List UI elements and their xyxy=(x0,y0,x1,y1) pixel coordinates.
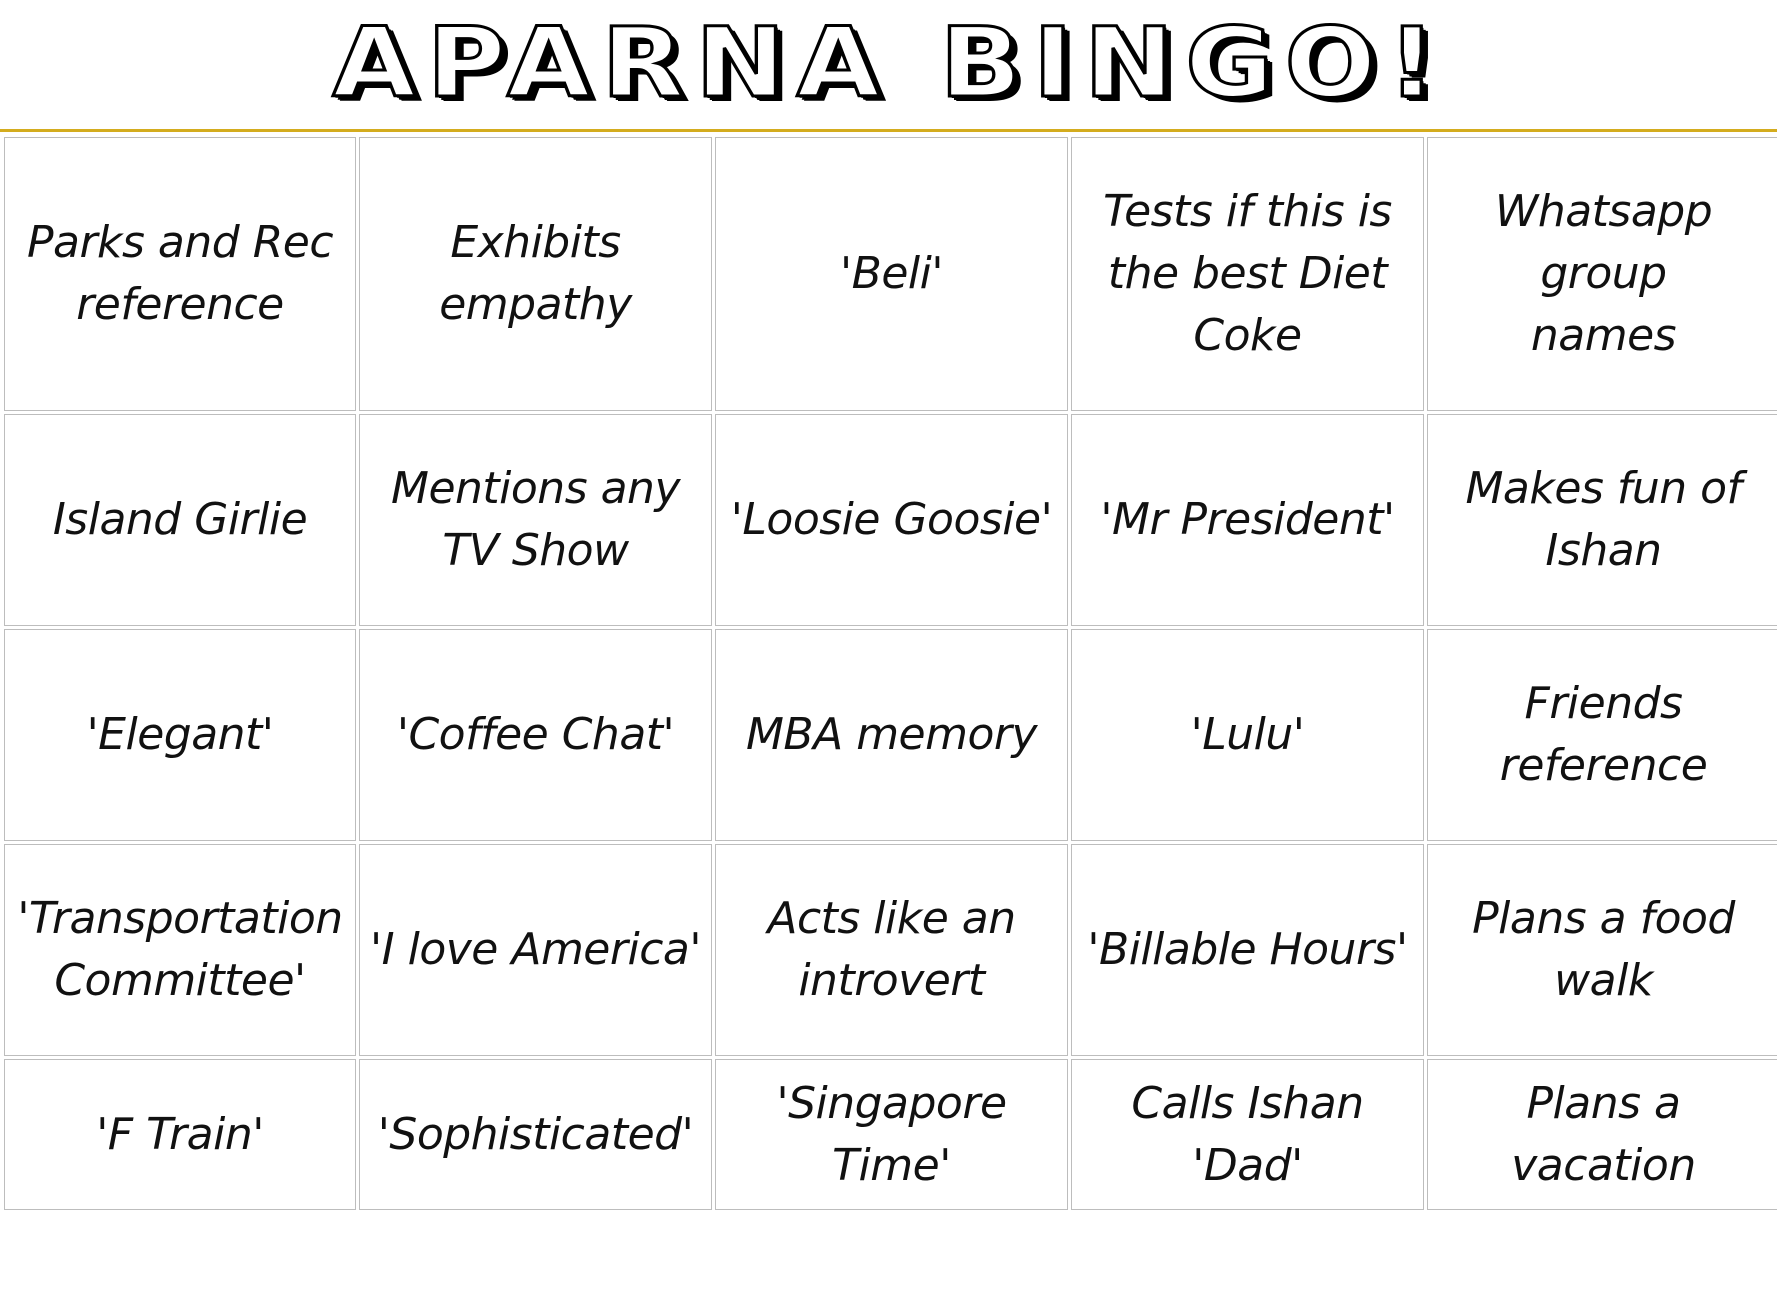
bingo-cell[interactable] xyxy=(1071,1059,1424,1210)
bingo-cell[interactable] xyxy=(359,1059,712,1210)
bingo-cell[interactable] xyxy=(1427,629,1777,841)
bingo-cell[interactable] xyxy=(4,137,356,411)
bingo-cell-label: Whatsapp group names xyxy=(1494,186,1713,361)
bingo-cell[interactable] xyxy=(1427,414,1777,626)
bingo-cell[interactable] xyxy=(359,137,712,411)
bingo-cell[interactable] xyxy=(715,414,1068,626)
bingo-cell-label: 'Loosie Goosie' xyxy=(730,494,1053,545)
bingo-cell[interactable] xyxy=(715,1059,1068,1210)
bingo-cell[interactable] xyxy=(1071,844,1424,1056)
bingo-cell-label: Plans a vacation xyxy=(1511,1077,1696,1191)
bingo-cell[interactable] xyxy=(4,844,356,1056)
bingo-cell[interactable] xyxy=(4,629,356,841)
bingo-cell[interactable] xyxy=(359,629,712,841)
bingo-cell-label: 'F Train' xyxy=(96,1108,264,1160)
bingo-board xyxy=(4,137,1777,1210)
page-title: APARNA BINGO! xyxy=(332,7,1448,119)
bingo-cell-label: Tests if this is the best Diet Coke xyxy=(1103,186,1392,361)
bingo-cell[interactable] xyxy=(359,414,712,626)
bingo-cell-label: 'Billable Hours' xyxy=(1087,924,1408,975)
bingo-cell-label: Plans a food walk xyxy=(1472,893,1735,1006)
bingo-cell-label: 'Sophisticated' xyxy=(377,1108,694,1160)
bingo-cell-label: Parks and Rec reference xyxy=(26,217,334,330)
bingo-cell[interactable] xyxy=(1071,629,1424,841)
bingo-cell-label: MBA memory xyxy=(745,709,1038,760)
bingo-cell-label: Makes fun of Ishan xyxy=(1465,463,1742,576)
bingo-cell[interactable] xyxy=(1427,844,1777,1056)
bingo-cell[interactable] xyxy=(715,629,1068,841)
bingo-cell-label: 'I love America' xyxy=(370,924,701,975)
bingo-cell[interactable] xyxy=(1427,1059,1777,1210)
bingo-cell[interactable] xyxy=(4,1059,356,1210)
bingo-cell[interactable] xyxy=(715,844,1068,1056)
bingo-cell[interactable] xyxy=(1071,137,1424,411)
bingo-cell[interactable] xyxy=(4,414,356,626)
bingo-cell-label: Island Girlie xyxy=(52,494,308,545)
bingo-cell-label: 'Singapore Time' xyxy=(776,1077,1007,1191)
bingo-cell-label: 'Elegant' xyxy=(86,709,274,760)
bingo-cell-label: Friends reference xyxy=(1499,678,1708,791)
bingo-cell-label: Acts like an introvert xyxy=(767,893,1016,1006)
bingo-cell[interactable] xyxy=(715,137,1068,411)
title-divider xyxy=(0,129,1777,132)
bingo-cell-label: Exhibits empathy xyxy=(439,217,632,330)
bingo-cell-label: 'Lulu' xyxy=(1190,709,1305,760)
bingo-cell-label: 'Beli' xyxy=(840,248,943,299)
bingo-cell-label: 'Transportation Committee' xyxy=(17,893,343,1006)
bingo-cell-label: Mentions any TV Show xyxy=(390,463,680,576)
bingo-cell-label: Calls Ishan 'Dad' xyxy=(1131,1077,1364,1191)
bingo-cell[interactable] xyxy=(1071,414,1424,626)
bingo-cell[interactable] xyxy=(1427,137,1777,411)
header xyxy=(0,0,1777,130)
bingo-cell-label: 'Mr President' xyxy=(1100,494,1395,545)
bingo-cell[interactable] xyxy=(359,844,712,1056)
bingo-cell-label: 'Coffee Chat' xyxy=(396,709,675,760)
